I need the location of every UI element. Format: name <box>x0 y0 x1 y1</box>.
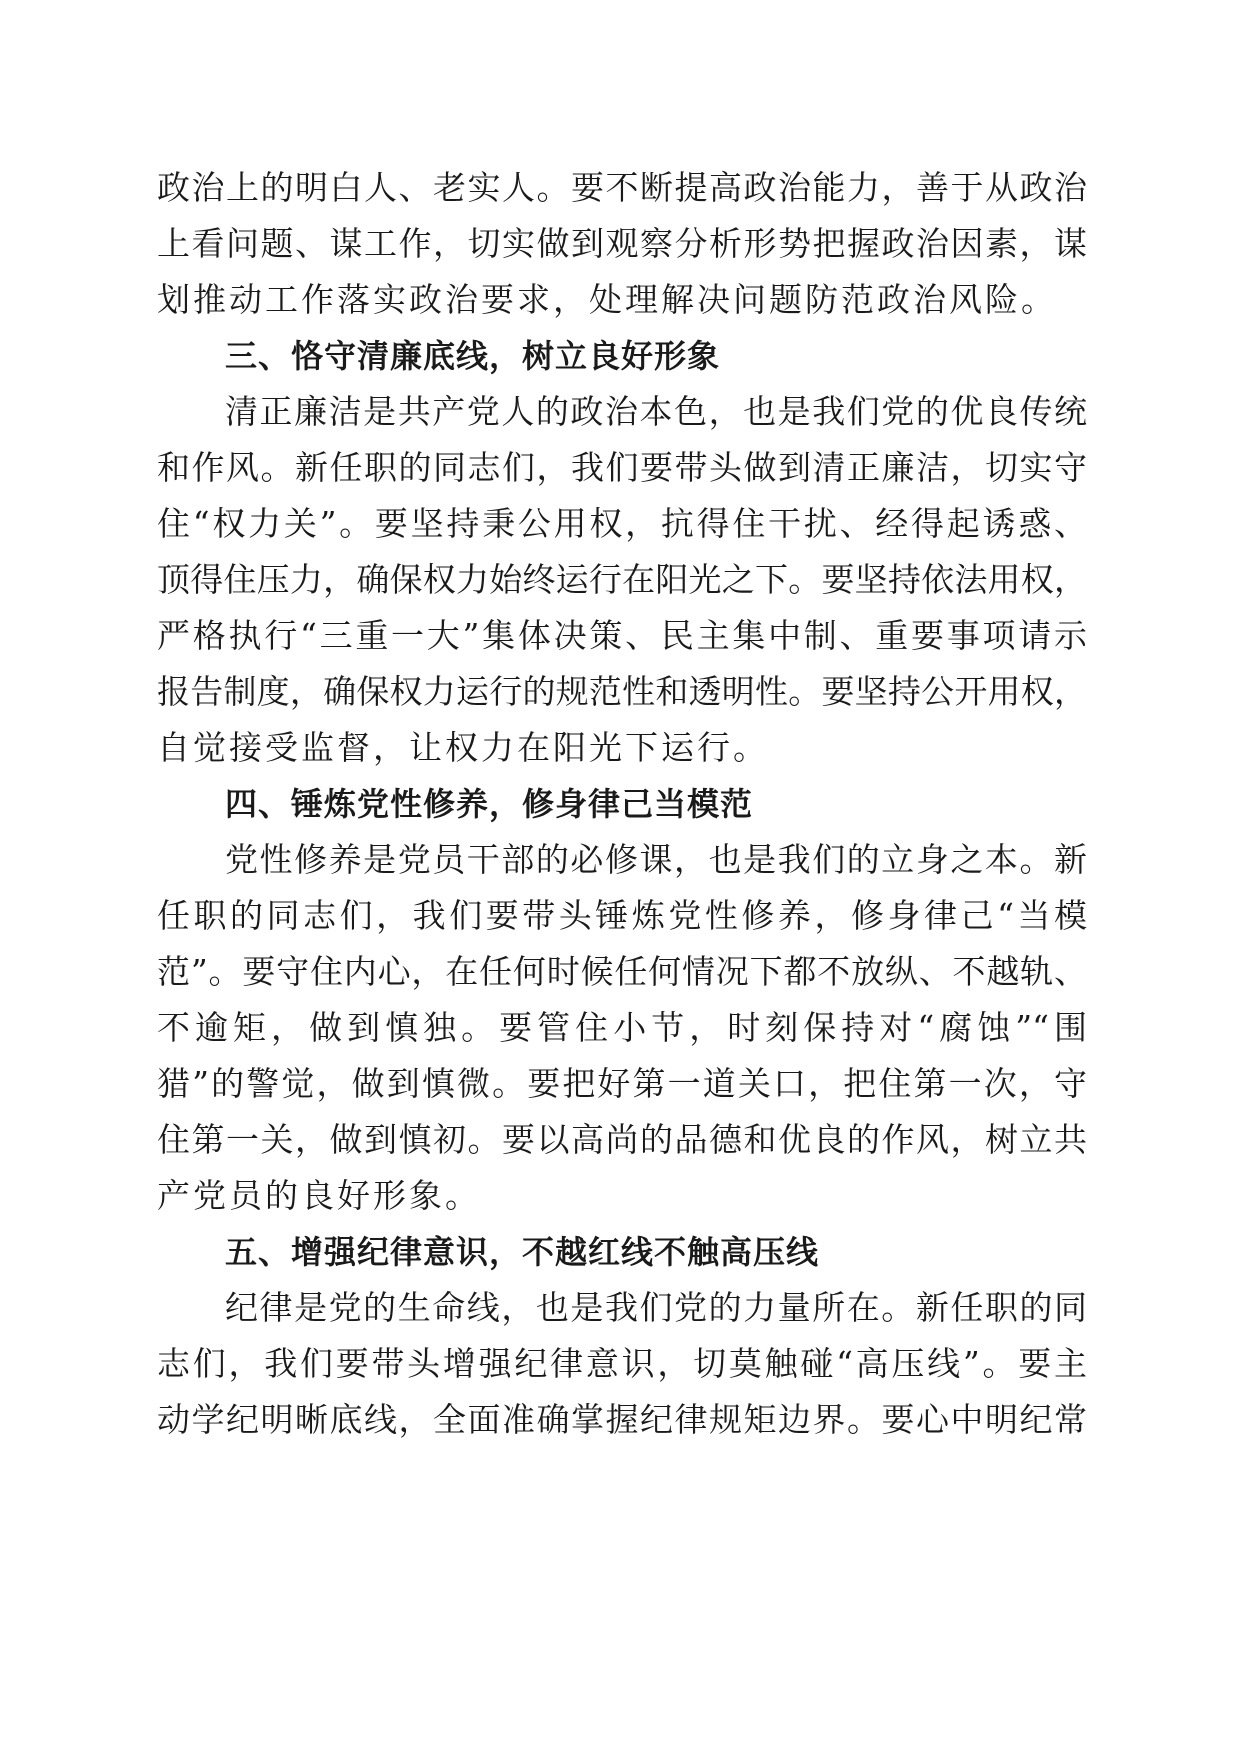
body-text-line: 任职的同志们，我们要带头锤炼党性修养，修身律己“当模 <box>157 896 1087 935</box>
body-text-line: 猎”的警觉，做到慎微。要把好第一道关口，把住第一次，守 <box>157 1064 1087 1103</box>
body-text-line: 动学纪明晰底线，全面准确掌握纪律规矩边界。要心中明纪常 <box>157 1400 1087 1439</box>
body-text-line: 报告制度，确保权力运行的规范性和透明性。要坚持公开用权， <box>157 672 1087 711</box>
body-text-line: 政治上的明白人、老实人。要不断提高政治能力，善于从政治 <box>157 168 1087 207</box>
body-text-line: 产党员的良好形象。 <box>157 1176 481 1215</box>
body-text-line: 上看问题、谋工作，切实做到观察分析形势把握政治因素，谋 <box>157 224 1087 263</box>
body-text-line: 纪律是党的生命线，也是我们党的力量所在。新任职的同 <box>225 1288 1087 1327</box>
body-text-line: 清正廉洁是共产党人的政治本色，也是我们党的优良传统 <box>225 392 1087 431</box>
section-heading-4: 四、锤炼党性修养，修身律己当模范 <box>225 785 754 823</box>
body-text-line: 自觉接受监督，让权力在阳光下运行。 <box>157 728 769 767</box>
section-heading-3: 三、恪守清廉底线，树立良好形象 <box>225 337 721 375</box>
section-heading-5: 五、增强纪律意识，不越红线不触高压线 <box>225 1233 820 1271</box>
body-text-line: 不逾矩，做到慎独。要管住小节，时刻保持对“腐蚀”“围 <box>157 1008 1087 1047</box>
body-text-line: 划推动工作落实政治要求，处理解决问题防范政治风险。 <box>157 280 1057 319</box>
body-text-line: 顶得住压力，确保权力始终运行在阳光之下。要坚持依法用权， <box>157 560 1087 599</box>
body-text-line: 志们，我们要带头增强纪律意识，切莫触碰“高压线”。要主 <box>157 1344 1087 1383</box>
body-text-line: 住第一关，做到慎初。要以高尚的品德和优良的作风，树立共 <box>157 1120 1087 1159</box>
body-text-line: 和作风。新任职的同志们，我们要带头做到清正廉洁，切实守 <box>157 448 1087 487</box>
body-text-line: 严格执行“三重一大”集体决策、民主集中制、重要事项请示 <box>157 616 1087 655</box>
body-text-line: 党性修养是党员干部的必修课，也是我们的立身之本。新 <box>225 840 1087 879</box>
body-text-line: 住“权力关”。要坚持秉公用权，抗得住干扰、经得起诱惑、 <box>157 504 1087 543</box>
body-text-line: 范”。要守住内心，在任何时候任何情况下都不放纵、不越轨、 <box>157 952 1087 991</box>
